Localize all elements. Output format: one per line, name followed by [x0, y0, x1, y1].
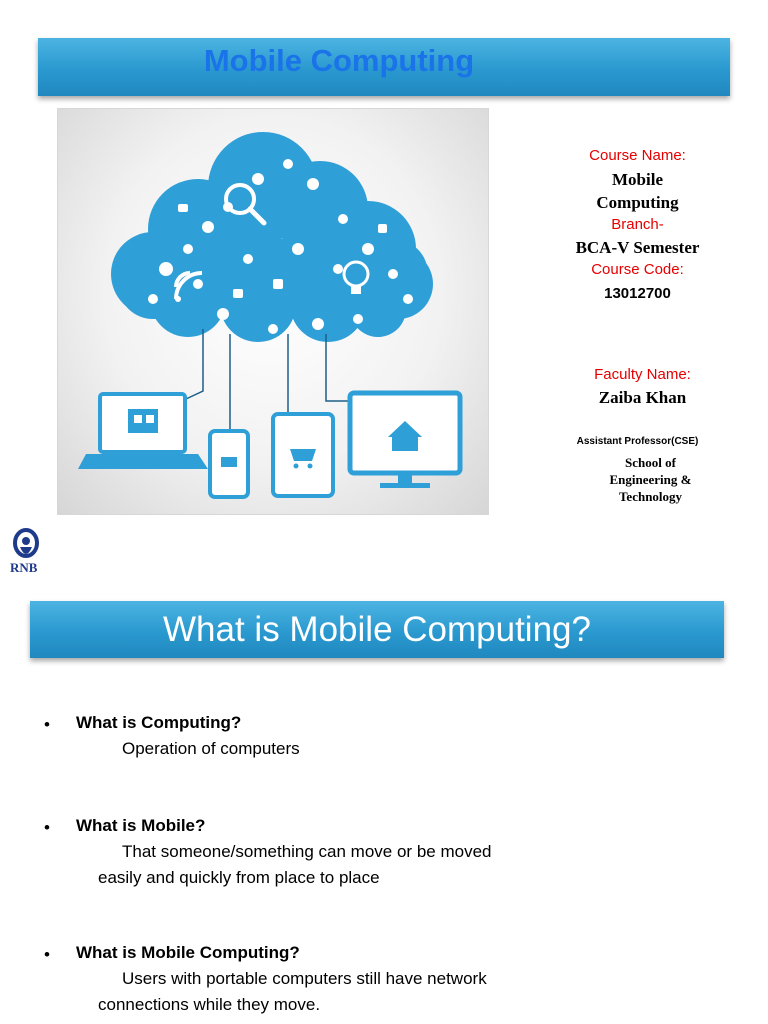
- answer-mobile-line2: easily and quickly from place to place: [98, 868, 380, 887]
- bullet-marker: •: [44, 945, 50, 964]
- answer-computing-line1: Operation of computers: [122, 739, 300, 758]
- answer-mobile-computing-line2: connections while they move.: [98, 995, 321, 1014]
- course-code-value: 13012700: [604, 285, 671, 302]
- university-logo: [6, 527, 60, 579]
- question-mobile-computing: What is Mobile Computing?: [76, 943, 300, 962]
- cloud-network-icon: [58, 109, 488, 514]
- question-computing: What is Computing?: [76, 713, 242, 732]
- title-banner: [38, 38, 730, 96]
- school-line3: Technology: [618, 489, 683, 504]
- branch-label: Branch-: [611, 216, 664, 233]
- bullet-marker: •: [44, 715, 50, 734]
- rnb-logo-icon: [6, 527, 60, 579]
- school-line1: School of: [625, 455, 676, 470]
- school-line2: Engineering &: [609, 472, 692, 487]
- faculty-name: Zaiba Khan: [598, 388, 687, 407]
- course-name-label: Course Name:: [589, 147, 686, 164]
- course-name-line2: Computing: [596, 193, 679, 212]
- answer-mobile-computing-line1: Users with portable computers still have network: [122, 969, 487, 988]
- slide-title: Mobile Computing: [203, 43, 475, 78]
- faculty-designation: Assistant Professor(CSE): [576, 436, 699, 447]
- section-banner: [30, 601, 724, 658]
- question-mobile: What is Mobile?: [76, 816, 206, 835]
- logo-text: RNB: [10, 560, 38, 575]
- branch-value: BCA-V Semester: [575, 238, 700, 257]
- bullet-marker: •: [44, 818, 50, 837]
- faculty-label: Faculty Name:: [594, 366, 691, 383]
- course-name-line1: Mobile: [612, 170, 663, 189]
- cloud-illustration: [57, 108, 489, 515]
- answer-mobile-line1: That someone/something can move or be moved: [122, 842, 492, 861]
- course-code-label: Course Code:: [591, 261, 684, 278]
- section-title: What is Mobile Computing?: [163, 609, 591, 649]
